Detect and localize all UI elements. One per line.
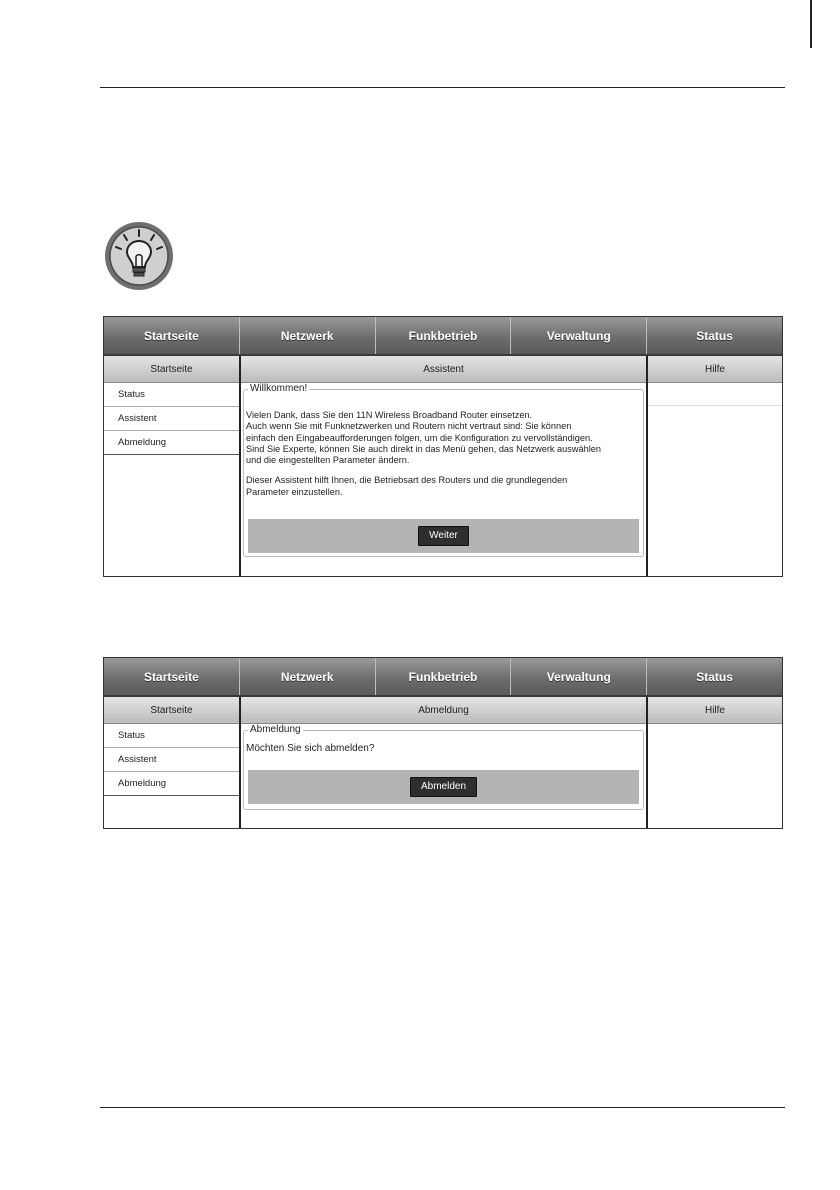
nav-status[interactable]: Status [696, 669, 733, 684]
intro-line: einfach den Eingabeaufforderungen folgen, um die Konfiguration zu vervollständigen. [246, 432, 593, 443]
logout-action-bar [248, 770, 639, 804]
sidebar-item-assistent[interactable]: Assistent [104, 407, 239, 431]
welcome-legend: Willkommen! [250, 383, 308, 394]
welcome-text [246, 410, 646, 498]
intro-line: Auch wenn Sie mit Funknetzwerken und Routern nicht vertraut sind: Sie können [246, 421, 572, 432]
nav-verwaltung[interactable]: Verwaltung [511, 317, 647, 354]
help-content [648, 383, 782, 406]
wizard-info-line: Dieser Assistent hilft Ihnen, die Betriebsart des Routers und die grundlegenden [246, 475, 568, 486]
intro-line: Vielen Dank, dass Sie den 11N Wireless Broadband Router einsetzen. [246, 410, 533, 420]
logout-question: Möchten Sie sich abmelden? [246, 743, 375, 754]
nav-netzwerk[interactable]: Netzwerk [240, 658, 376, 695]
intro-line: Sind Sie Experte, können Sie auch direkt in das Menü gehen, das Netzwerk auswählen [246, 443, 601, 454]
help-panel [648, 697, 782, 828]
nav-startseite[interactable]: Startseite [104, 317, 240, 354]
lightbulb-tip-icon [104, 221, 174, 291]
help-panel [648, 356, 782, 576]
top-navigation [104, 658, 782, 697]
sidebar-item-assistent[interactable]: Assistent [104, 748, 239, 772]
nav-funkbetrieb[interactable]: Funkbetrieb [376, 317, 512, 354]
abmelden-button[interactable]: Abmelden [410, 777, 477, 797]
sidebar-item-abmeldung[interactable]: Abmeldung [104, 431, 239, 455]
sidebar-item-abmeldung[interactable]: Abmeldung [104, 772, 239, 796]
router-logout-screenshot [103, 657, 783, 829]
help-header: Hilfe [648, 356, 782, 383]
crop-mark [810, 0, 812, 48]
main-panel [241, 356, 648, 576]
main-panel [241, 697, 648, 828]
sidebar-header: Startseite [104, 697, 239, 724]
router-wizard-screenshot [103, 316, 783, 577]
wizard-action-bar [248, 519, 639, 553]
header-rule [100, 87, 785, 88]
sidebar [104, 697, 241, 828]
main-header: Abmeldung [241, 697, 646, 724]
nav-status[interactable]: Status [696, 328, 733, 343]
help-header: Hilfe [648, 697, 782, 724]
footer-rule [100, 1107, 785, 1108]
nav-funkbetrieb[interactable]: Funkbetrieb [376, 658, 512, 695]
top-navigation [104, 317, 782, 356]
wizard-info-line: Parameter einzustellen. [246, 486, 343, 497]
main-header: Assistent [241, 356, 646, 383]
weiter-button[interactable]: Weiter [418, 526, 469, 546]
sidebar [104, 356, 241, 576]
nav-netzwerk[interactable]: Netzwerk [240, 317, 376, 354]
sidebar-header: Startseite [104, 356, 239, 383]
intro-line: und die eingestellten Parameter ändern. [246, 455, 410, 466]
nav-verwaltung[interactable]: Verwaltung [511, 658, 647, 695]
sidebar-item-status[interactable]: Status [104, 383, 239, 407]
sidebar-item-status[interactable]: Status [104, 724, 239, 748]
logout-legend: Abmeldung [250, 724, 301, 735]
welcome-fieldset [243, 383, 644, 557]
logout-fieldset [243, 724, 644, 810]
nav-startseite[interactable]: Startseite [104, 658, 240, 695]
